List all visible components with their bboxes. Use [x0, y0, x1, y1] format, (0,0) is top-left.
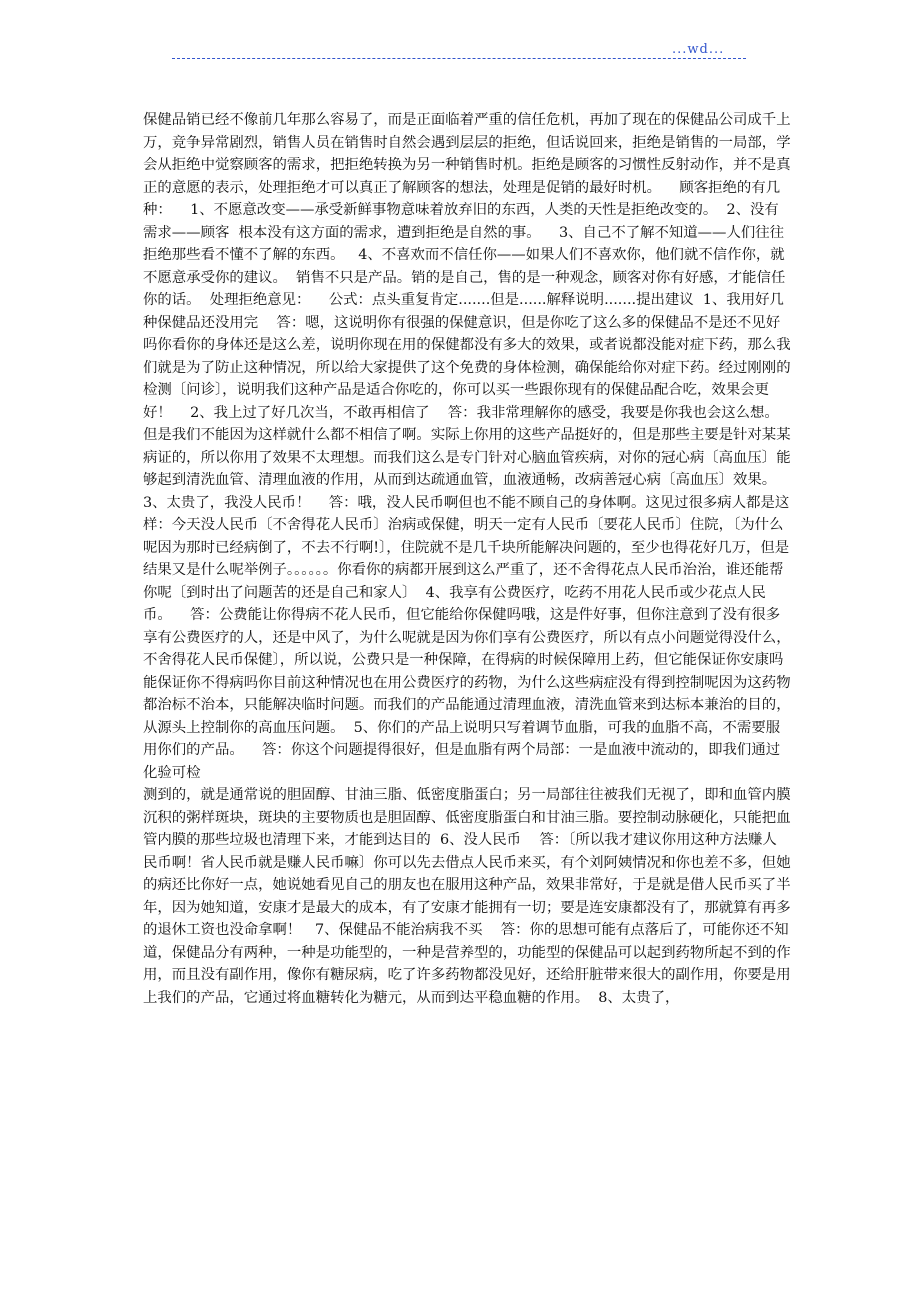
paragraph: 测到的，就是通常说的胆固醇、甘油三脂、低密度脂蛋白；另一局部往往被我们无视了，即和血管内膜沉积的粥样斑块，斑块的主要物质也是胆固醇、低密度脂蛋白和甘油三脂。要控制动脉硬化，只能把血管内膜的那些垃圾也清理下来，才能到达目的 6、没人民币 答：〔所以我才建议你用这种方法赚人民币啊！省人民币就是赚人民币嘛〕你可以先去借点人民币来买，有个刘阿姨情况和你也差不多，但她的病还比你好一点，她说她看见自己的朋友也在服用这种产品，效果非常好，于是就是借人民币买了半年，因为她知道，安康才是最大的成本，有了安康才能拥有一切；要是连安康都没有了，那就算有再多的退休工资也没命拿啊！ 7、保健品不能治病我不买 答：你的思想可能有点落后了，可能你还不知道，保健品分有两种，一种是功能型的，一种是营养型的，功能型的保健品可以起到药物所起不到的作用，而且没有副作用，像你有糖尿病，吃了许多药物都没见好，还给肝脏带来很大的副作用，你要是用上我们的产品，它通过将血糖转化为糖元，从而到达平稳血糖的作用。 8、太贵了，	[143, 787, 791, 1006]
header-watermark: ...wd...	[672, 42, 725, 57]
document-body	[143, 109, 791, 1009]
header-rule	[172, 58, 746, 59]
paragraph: 保健品销已经不像前几年那么容易了，而是正面临着严重的信任危机，再加了现在的保健品公司成千上万，竞争异常剧烈，销售人员在销售时自然会遇到层层的拒绝，但话说回来，拒绝是销售的一局部，学会从拒绝中觉察顾客的需求，把拒绝转换为另一种销售时机。拒绝是顾客的习惯性反射动作，并不是真正的意愿的表示，处理拒绝才可以真正了解顾客的想法，处理是促销的最好时机。 顾客拒绝的有几种： 1、不愿意改变——承受新鲜事物意味着放弃旧的东西，人类的天性是拒绝改变的。 2、没有需求——顾客 根本没有这方面的需求，遭到拒绝是自然的事。 3、自己不了解不知道——人们往往拒绝那些看不懂不了解的东西。 4、不喜欢而不信任你——如果人们不喜欢你，他们就不信作你，就不愿意承受你的建议。 销售不只是产品。销的是自己，售的是一种观念，顾客对你有好感，才能信任你的话。 处理拒绝意见： 公式：点头重复肯定.......但是......解释说明.......提出建议 1、我用好几种保健品还没用完 答：嗯，这说明你有很强的保健意识，但是你吃了这么多的保健品不是还不见好吗你看你的身体还是这么差，说明你现在用的保健都没有多大的效果，或者说都没能对症下药，那么我们就是为了防止这种情况，所以给大家提供了这个免费的身体检测，确保能给你对症下药。经过刚刚的检测〔问诊〕，说明我们这种产品是适合你吃的，你可以买一些跟你现有的保健品配合吃，效果会更好！ 2、我上过了好几次当，不敢再相信了 答：我非常理解你的感受，我要是你我也会这么想。但是我们不能因为这样就什么都不相信了啊。实际上你用的这些产品挺好的，但是那些主要是针对某某病证的，所以你用了效果不太理想。而我们这么是专门针对心脑血管疾病，对你的冠心病〔高血压〕能够起到清洗血管、清理血液的作用，从而到达疏通血管，血液通畅，改病善冠心病〔高血压〕效果。 3、太贵了，我没人民币！ 答：哦，没人民币啊但也不能不顾自己的身体啊。这见过很多病人都是这样：今天没人民币〔不舍得花人民币〕治病或保健，明天一定有人民币〔要花人民币〕住院，〔为什么呢因为那时已经病倒了，不去不行啊!〕，住院就不是几千块所能解决问题的，至少也得花好几万，但是结果又是什么呢举例子。。。。。。你看你的病都开展到这么严重了，还不舍得花点人民币治治，谁还能帮你呢〔到时出了问题苦的还是自己和家人〕 4、我享有公费医疗，吃药不用花人民币或少花点人民币。 答：公费能让你得病不花人民币，但它能给你保健吗哦，这是件好事，但你注意到了没有很多享有公费医疗的人，还是中风了，为什么呢就是因为你们享有公费医疗，所以有点小问题觉得没什么，不舍得花人民币保健〕，所以说，公费只是一种保障，在得病的时候保障用上药，但它能保证你安康吗能保证你不得病吗你目前这种情况也在用公费医疗的药物，为什么这些病症没有得到控制呢因为这药物都治标不治本，只能解决临时问题。而我们的产品能通过清理血液，清洗血管来到达标本兼治的目的，从源头上控制你的高血压问题。 5、你们的产品上说明只写着调节血脂，可我的血脂不高，不需要服用你们的产品。 答：你这个问题提得很好，但是血脂有两个局部：一是血液中流动的，即我们通过化验可检	[143, 112, 791, 781]
